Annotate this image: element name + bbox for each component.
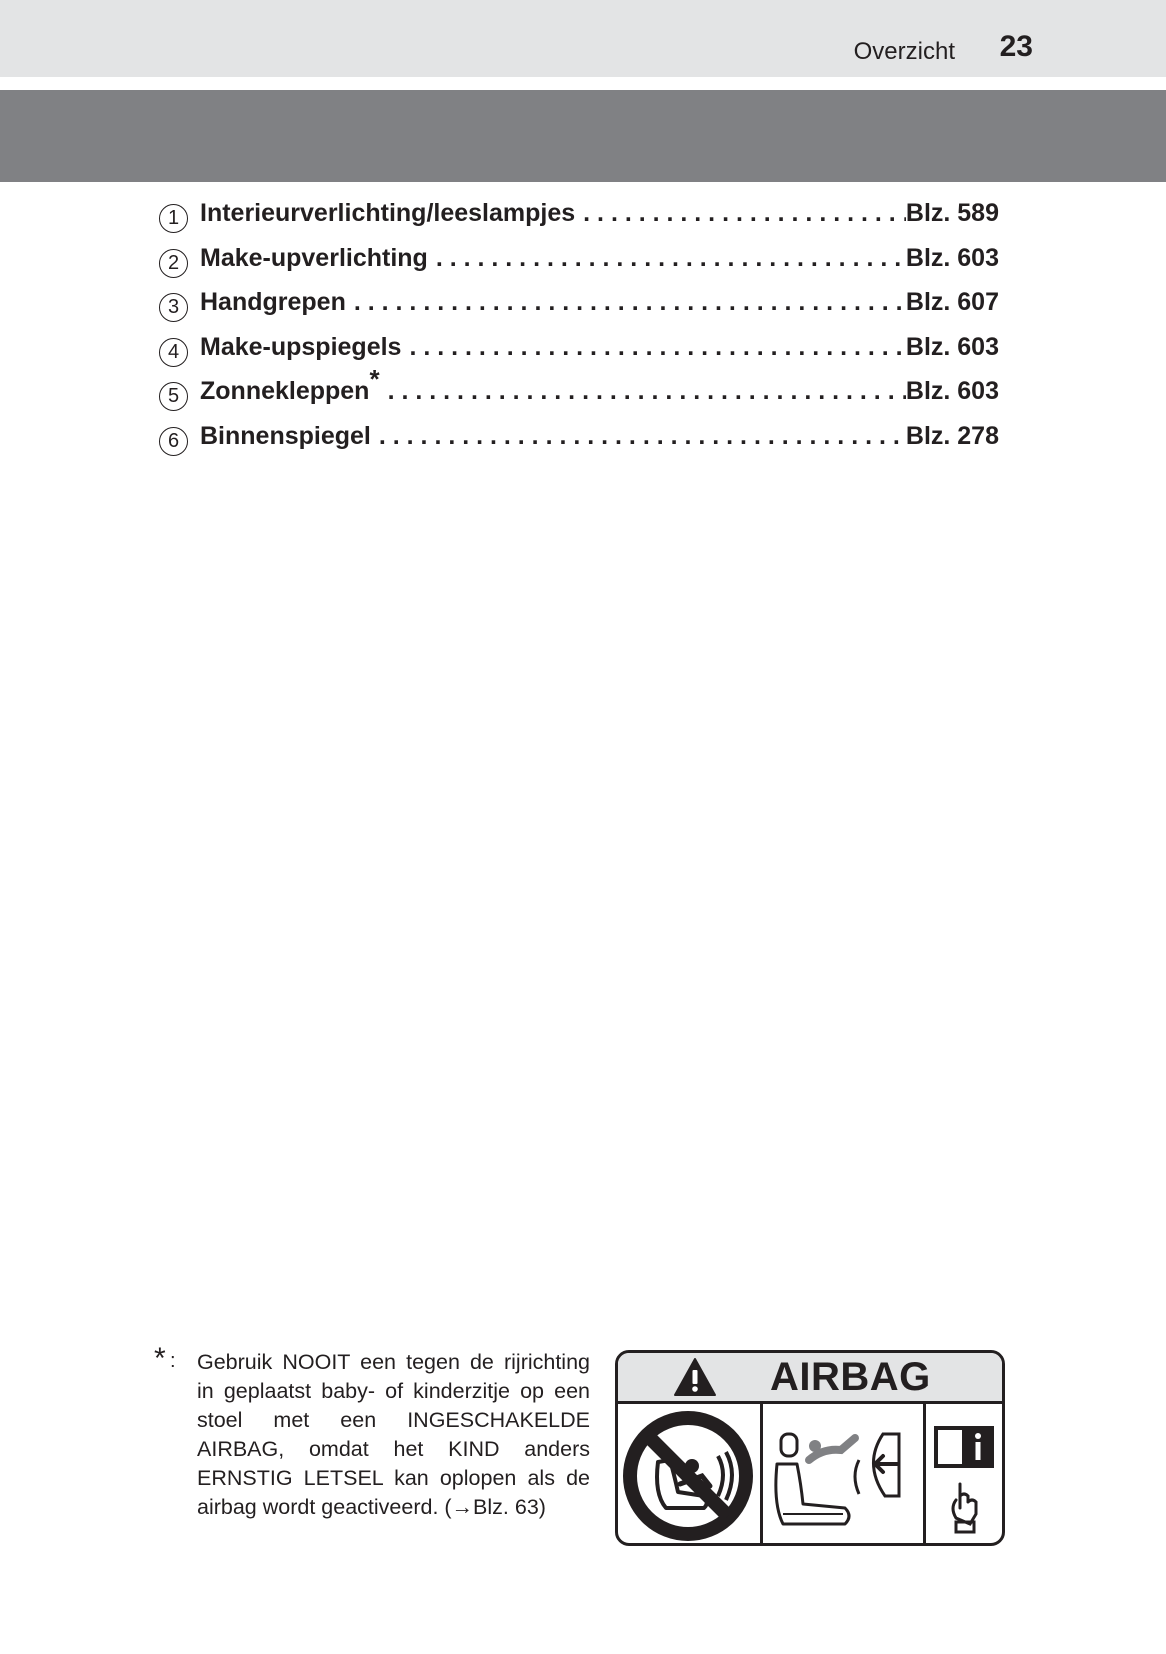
- dot-leader: [371, 422, 906, 451]
- page-number: 23: [999, 30, 1033, 63]
- footnote-mark: *: [154, 1342, 166, 1375]
- toc-page-ref[interactable]: Blz. 589: [905, 199, 999, 227]
- item-number-badge: 2: [159, 249, 188, 278]
- section-label: Overzicht: [853, 38, 955, 65]
- toc-item[interactable]: [159, 422, 999, 467]
- warning-triangle-icon: [673, 1357, 717, 1402]
- airbag-label-panels: [618, 1404, 1002, 1546]
- footnote-colon: :: [170, 1350, 176, 1372]
- item-number-badge: 5: [159, 382, 188, 411]
- toc-page-ref[interactable]: Blz. 278: [905, 421, 999, 450]
- page-header-band: [0, 0, 1166, 80]
- toc-page-ref[interactable]: Blz. 607: [905, 288, 999, 316]
- item-number-badge: 6: [159, 427, 188, 456]
- manual-info-icon: [926, 1404, 1005, 1546]
- item-number-badge: 4: [159, 338, 188, 367]
- dot-leader: [346, 288, 906, 317]
- dot-leader: [428, 244, 906, 273]
- airbag-deployment-panel: [763, 1404, 926, 1546]
- toc-item[interactable]: [159, 244, 999, 289]
- airbag-label-header: [618, 1353, 1002, 1404]
- toc-item-label: Interieurverlichting/leeslampjes: [200, 199, 576, 227]
- airbag-warning-label: [615, 1350, 1005, 1546]
- toc-list: [159, 199, 999, 466]
- dot-leader: [380, 377, 906, 406]
- item-number-badge: 1: [159, 204, 188, 233]
- toc-page-ref[interactable]: Blz. 603: [905, 243, 999, 272]
- no-child-seat-panel: [618, 1404, 763, 1546]
- pointing-hand-icon: [953, 1484, 976, 1524]
- toc-item-label: Binnenspiegel: [200, 421, 371, 450]
- airbag-deployment-icon: [763, 1404, 923, 1546]
- toc-item[interactable]: [159, 288, 999, 333]
- toc-item[interactable]: [159, 199, 999, 244]
- toc-page-ref[interactable]: Blz. 603: [905, 332, 999, 361]
- no-rear-facing-child-seat-icon: [618, 1404, 760, 1546]
- toc-item-label-text: Zonnekleppen: [200, 377, 370, 405]
- section-banner: [0, 90, 1166, 182]
- toc-item[interactable]: [159, 363, 999, 422]
- toc-item-label: Make-upspiegels: [200, 332, 402, 361]
- airbag-label-title: AIRBAG: [770, 1355, 931, 1399]
- manual-reference-panel: [926, 1404, 1002, 1546]
- dot-leader: [575, 199, 906, 228]
- dot-leader: [401, 333, 905, 362]
- footnote: [154, 1342, 590, 1522]
- toc-item-label: Handgrepen: [200, 288, 346, 316]
- footnote-text: Gebruik NOOIT een tegen de rijrichting in geplaatst baby- of kinderzitje op een stoel met een INGESCHAKELDE AIRBAG, omdat het KIND anders ERNSTIG LETSEL kan oplopen als de airbag wordt geactiveerd. (→Blz. 63): [197, 1350, 590, 1519]
- toc-page-ref[interactable]: Blz. 603: [905, 377, 999, 405]
- toc-item-label: Make-upverlichting: [200, 243, 428, 272]
- item-number-badge: 3: [159, 293, 188, 322]
- toc-item[interactable]: [159, 333, 999, 378]
- footnote-reference-mark: *: [369, 363, 380, 394]
- toc-item-label: [200, 363, 380, 406]
